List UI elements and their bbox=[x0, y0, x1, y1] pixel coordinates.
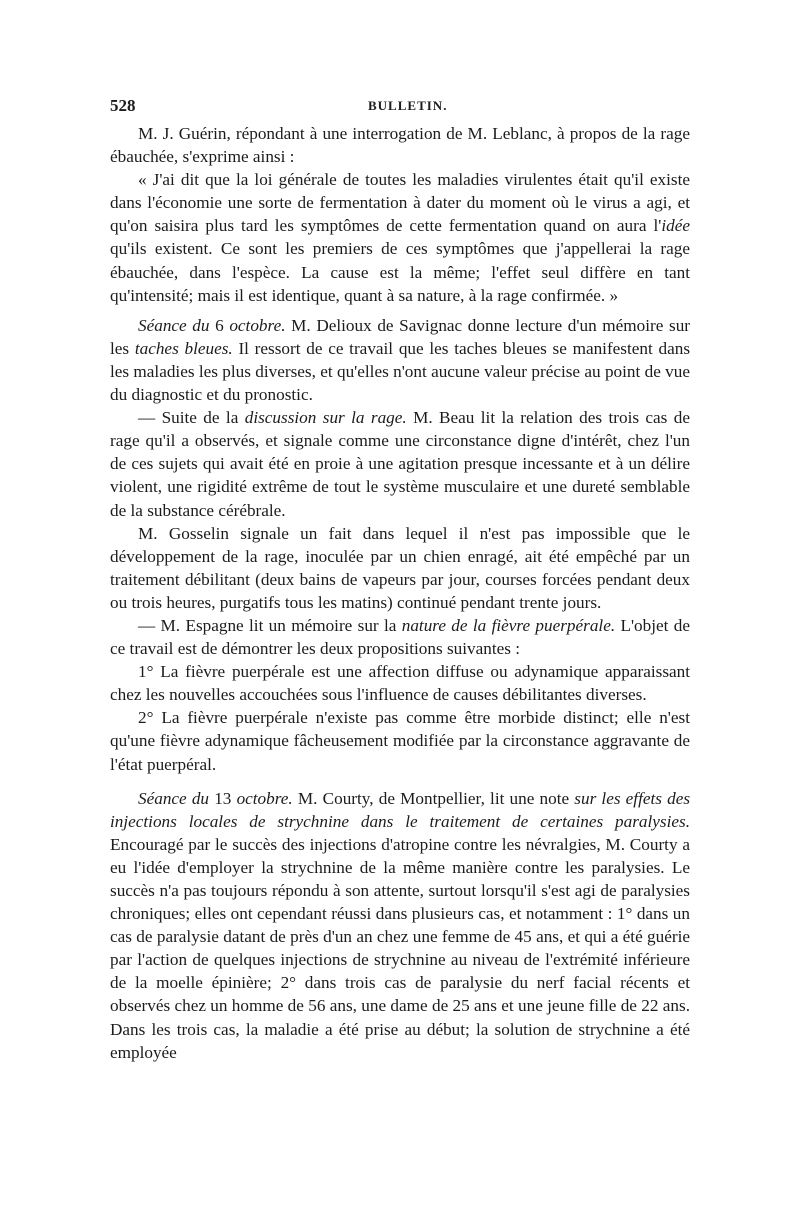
paragraph bbox=[110, 614, 690, 660]
italic-text: octobre. bbox=[229, 315, 286, 335]
paragraph bbox=[110, 168, 690, 307]
italic-text: octobre. bbox=[236, 788, 293, 808]
paragraph bbox=[110, 314, 690, 406]
paragraph-text: — Suite de la bbox=[138, 408, 245, 428]
italic-text: sur les effets des injections locales de strychnine dans le traitement de certaines paralysies. bbox=[110, 788, 691, 831]
book-page bbox=[110, 96, 690, 1064]
italic-text: nature de la fièvre puerpérale. bbox=[401, 615, 616, 635]
running-title: BULLETIN. bbox=[368, 98, 448, 113]
paragraph-text: qu'ils existent. Ce sont les premiers de ces symptômes que j'appellerai la rage ébauchée, dans l'espèce. La cause est la même; l'effet seul diffère en tant qu'intensité; mais il est identique, quant à sa nature, à la rage confirmée. » bbox=[110, 239, 690, 305]
paragraph bbox=[110, 787, 690, 1064]
paragraph-text: M. Delioux de Savignac donne lecture d'un mémoire sur les bbox=[110, 315, 691, 358]
italic-text: Séance du bbox=[138, 788, 210, 808]
paragraph-text: M. Gosselin signale un fait dans lequel il n'est pas impossible que le développement de la rage, inoculée par un chien enragé, ait été empêché par un traitement débilitant (deux bains de vapeurs par jour, courses forcées pendant deux ou trois heures, purgatifs tous les matins) continué pendant trente jours. bbox=[110, 523, 690, 612]
paragraph bbox=[110, 406, 690, 521]
italic-text: taches bleues. bbox=[134, 338, 233, 358]
paragraph-text: L'objet de ce travail est de démontrer les deux propositions suivantes : bbox=[110, 615, 690, 659]
paragraph bbox=[110, 122, 690, 168]
paragraph bbox=[110, 660, 690, 706]
paragraph bbox=[110, 706, 690, 775]
paragraph-text: Encouragé par le succès des injections d'atropine contre les névralgies, M. Courty a eu l'idée d'employer la strychnine de la même manière contre les paralysies. Le succès n'a pas toujours répondu à son attente, surtout lorsqu'il s'est agi de paralysies chroniques; elles ont cependant réussi dans plusieurs cas, et notamment : 1° dans un cas de paralysie datant de près d'un an chez une femme de 45 ans, et qui a été guérie par l'action de quelques injections de strychnine au niveau de l'extrémité inférieure de la moelle épinière; 2° dans trois cas de paralysie du nerf facial récents et observés chez un homme de 56 ans, une dame de 25 ans et une jeune fille de 22 ans. Dans les trois cas, la maladie a été prise au début; la solution de strychnine a été employée bbox=[110, 834, 690, 1062]
paragraph-text: M. J. Guérin, répondant à une interrogation de M. Leblanc, à propos de la rage ébauchée, s'exprime ainsi : bbox=[110, 124, 690, 167]
page-body bbox=[110, 122, 690, 1064]
paragraph-text: M. Beau lit la relation des trois cas de rage qu'il a observés, et signale comme une circonstance digne d'intérêt, chez l'un de ces sujets qui avait été en proie à une agitation presque incessante et à un délire violent, une rigidité extrême de tout le système musculaire et une dureté semblable de la substance cérébrale. bbox=[110, 408, 690, 520]
italic-text: idée bbox=[661, 216, 690, 236]
page-number: 528 bbox=[110, 96, 136, 115]
paragraph-text: 6 bbox=[209, 315, 230, 335]
paragraph-text: — M. Espagne lit un mémoire sur la bbox=[138, 615, 402, 635]
paragraph-text: « J'ai dit que la loi générale de toutes les maladies virulentes était qu'il existe dans l'économie une sorte de fermentation à dater du moment où le virus a agi, et qu'on saisira plus tard les symptômes de cette fermentation quand on aura l' bbox=[110, 170, 690, 236]
paragraph-text: 1° La fièvre puerpérale est une affection diffuse ou adynamique apparaissant chez les nouvelles accouchées sous l'influence de causes débilitantes diverses. bbox=[110, 662, 690, 705]
paragraph bbox=[110, 522, 690, 614]
paragraph-text: Il ressort de ce travail que les taches bleues se manifestent dans les maladies les plus diverses, et qu'elles n'ont aucune valeur précise au point de vue du diagnostic et du pronostic. bbox=[110, 338, 691, 405]
italic-text: Séance du bbox=[138, 315, 210, 335]
paragraph-text: 2° La fièvre puerpérale n'existe pas comme être morbide distinct; elle n'est qu'une fièvre adynamique fâcheusement modifiée par la circonstance aggravante de l'état puerpéral. bbox=[110, 708, 690, 774]
paragraph-text: 13 bbox=[209, 788, 237, 808]
italic-text: discussion sur la rage. bbox=[244, 408, 407, 428]
paragraph-text: M. Courty, de Montpellier, lit une note bbox=[292, 788, 575, 808]
page-header bbox=[110, 96, 690, 122]
